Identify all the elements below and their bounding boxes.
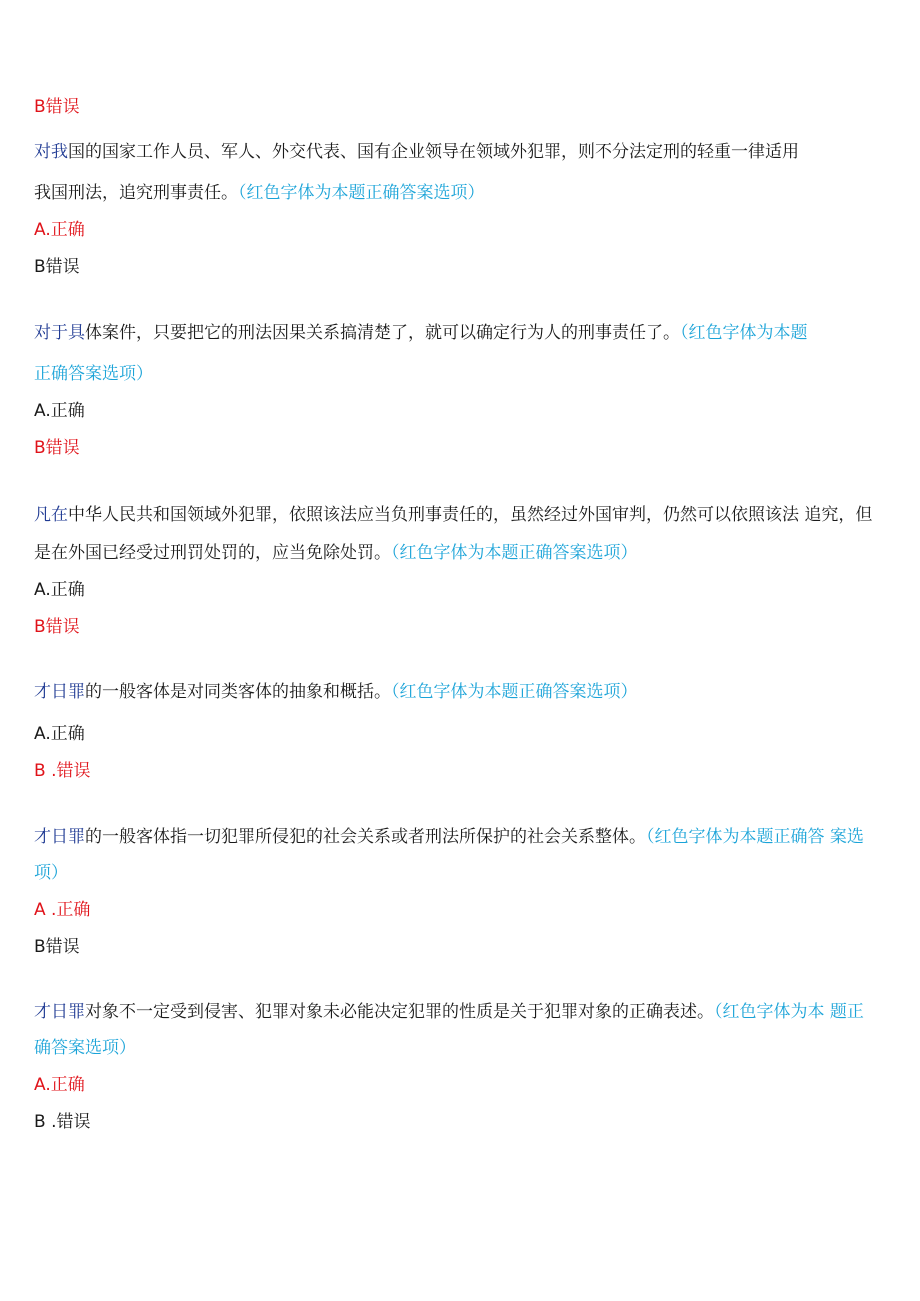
answer-note: （红色字体为本题正确答 案选: [646, 827, 864, 847]
question-text: 体案件，只要把它的刑法因果关系搞清楚了，就可以确定行为人的刑事责任了。: [85, 323, 680, 343]
question-text: 的一般客体指一切犯罪所侵犯的社会关系或者刑法所保护的社会关系整体。: [85, 827, 646, 847]
question-lead: 对我: [34, 142, 68, 162]
answer-note: （红色字体为本 题正: [714, 1002, 864, 1022]
answer-note: 确答案选项）: [34, 1038, 136, 1058]
option-b: B .错误: [34, 761, 91, 781]
question-4-line-1: [34, 681, 638, 703]
question-2-line-2: [34, 363, 153, 385]
option-b: B错误: [34, 97, 80, 117]
question-lead: 对于具: [34, 323, 85, 343]
question-lead: 才日罪: [34, 827, 85, 847]
option-b: B错误: [34, 617, 80, 637]
question-1-line-2: [34, 182, 485, 204]
answer-note: （红色字体为本题: [680, 323, 808, 343]
question-5-line-2: [34, 862, 68, 884]
option-a: A.正确: [34, 401, 85, 421]
option-a: A.正确: [34, 220, 85, 240]
question-1-line-1: [34, 141, 799, 163]
question-5-line-1: [34, 826, 864, 848]
answer-note: 项）: [34, 863, 68, 883]
answer-note: 正确答案选项）: [34, 364, 153, 384]
question-2-line-1: [34, 322, 808, 344]
option-b: B错误: [34, 438, 80, 458]
question-6-line-1: [34, 1001, 864, 1023]
question-lead: 才日罪: [34, 1002, 85, 1022]
answer-note: （红色字体为本题正确答案选项）: [391, 682, 638, 702]
question-text: 中华人民共和国领域外犯罪，依照该法应当负刑事责任的，虽然经过外国审判，仍然可以依照该法 追究，但: [68, 505, 873, 525]
option-b: B .错误: [34, 1112, 91, 1132]
question-3-line-1: [34, 504, 872, 526]
answer-note: （红色字体为本题正确答案选项）: [391, 543, 638, 563]
option-a: A.正确: [34, 724, 85, 744]
option-a: A.正确: [34, 1075, 85, 1095]
question-3-line-2: [34, 542, 638, 564]
answer-note: （红色字体为本题正确答案选项）: [238, 183, 485, 203]
question-text: 我国刑法，追究刑事责任。: [34, 183, 238, 203]
question-lead: 才日罪: [34, 682, 85, 702]
question-text: 国的国家工作人员、军人、外交代表、国有企业领导在领域外犯罪，则不分法定刑的轻重一律适用: [68, 142, 799, 162]
question-text: 的一般客体是对同类客体的抽象和概括。: [85, 682, 391, 702]
question-text: 是在外国已经受过刑罚处罚的，应当免除处罚。: [34, 543, 391, 563]
option-a: A.正确: [34, 580, 85, 600]
option-b: B错误: [34, 937, 80, 957]
option-a: A .正确: [34, 900, 91, 920]
question-6-line-2: [34, 1037, 136, 1059]
question-lead: 凡在: [34, 505, 68, 525]
question-text: 对象不一定受到侵害、犯罪对象未必能决定犯罪的性质是关于犯罪对象的正确表述。: [85, 1002, 714, 1022]
option-b: B错误: [34, 257, 80, 277]
